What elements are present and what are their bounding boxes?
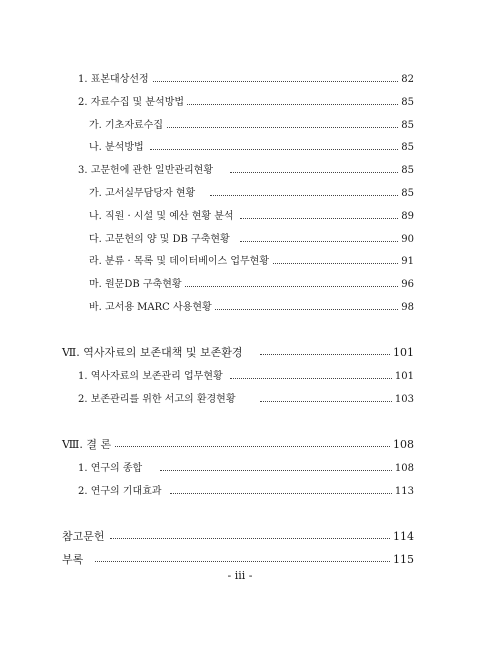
toc-entry-label: Ⅶ. 역사자료의 보존대책 및 보존환경 [62, 345, 245, 361]
toc-entry-label: 1. 연구의 종합 [78, 461, 145, 477]
toc-entry [0, 209, 480, 225]
toc-entry [0, 461, 480, 477]
toc-entry-page: 82 [398, 72, 414, 88]
toc-entry-label: 나. 직원 · 시설 및 예산 현황 분석 [89, 209, 237, 225]
toc-entry-page: 91 [398, 254, 414, 270]
toc-entry-label: 가. 고서실무담당자 현황 [89, 186, 198, 202]
leader-dots [240, 239, 400, 242]
toc-entry-page: 96 [398, 277, 414, 293]
leader-dots [260, 352, 392, 355]
leader-dots [270, 261, 400, 264]
toc-entry-label: 라. 분류 · 목록 및 데이터베이스 업무현황 [89, 254, 272, 270]
toc-entry-page: 101 [390, 345, 414, 361]
toc-entry-label: 2. 연구의 기대효과 [78, 484, 165, 500]
toc-entry-page: 113 [392, 484, 414, 500]
toc-entry-label: 마. 원문DB 구축현황 [89, 277, 185, 293]
toc-entry-label: 부록 [62, 552, 86, 568]
toc-entry-label: 참고문헌 [62, 529, 108, 545]
toc-entry-page: 108 [390, 437, 414, 453]
toc-entry [0, 484, 480, 500]
leader-dots [160, 125, 400, 128]
leader-dots [170, 491, 392, 494]
toc-entry [0, 369, 480, 385]
toc-entry-label: 나. 분석방법 [89, 140, 147, 156]
leader-dots [210, 307, 400, 310]
leader-dots [150, 79, 400, 82]
toc-entry-page: 115 [390, 552, 414, 568]
toc-entry [0, 72, 480, 88]
leader-dots [230, 170, 400, 173]
toc-entry [0, 232, 480, 248]
toc-entry [0, 300, 480, 316]
toc-entry-label: 가. 기초자료수집 [89, 118, 166, 134]
toc-section-entry [0, 552, 480, 568]
leader-dots [115, 444, 392, 447]
toc-entry [0, 118, 480, 134]
toc-section-entry [0, 437, 480, 453]
toc-entry [0, 186, 480, 202]
toc-entry-label: Ⅷ. 결 론 [62, 437, 114, 453]
toc-entry-page: 85 [398, 140, 414, 156]
leader-dots [160, 468, 392, 471]
leader-dots [260, 399, 392, 402]
toc-entry [0, 163, 480, 179]
toc-entry-label: 1. 표본대상선정 [78, 72, 152, 88]
leader-dots [180, 284, 400, 287]
toc-entry-label: 1. 역사자료의 보존관리 업무현황 [78, 369, 226, 385]
toc-entry-label: 2. 자료수집 및 분석방법 [78, 95, 187, 111]
toc-entry [0, 392, 480, 408]
toc-entry [0, 95, 480, 111]
leader-dots [150, 147, 400, 150]
leader-dots [230, 376, 392, 379]
toc-entry-page: 89 [398, 209, 414, 225]
toc-entry-page: 114 [390, 529, 414, 545]
toc-entry [0, 277, 480, 293]
toc-entry-label: 다. 고문헌의 양 및 DB 구축현황 [89, 232, 233, 248]
toc-entry-page: 85 [398, 163, 414, 179]
toc-entry [0, 254, 480, 270]
toc-entry-page: 85 [398, 95, 414, 111]
toc-entry [0, 140, 480, 156]
toc-entry-page: 90 [398, 232, 414, 248]
toc-entry-label: 바. 고서용 MARC 사용현황 [89, 300, 215, 316]
leader-dots [95, 559, 392, 562]
toc-entry-label: 3. 고문헌에 관한 일반관리현황 [78, 163, 216, 179]
leader-dots [110, 536, 392, 539]
leader-dots [240, 216, 400, 219]
toc-entry-page: 101 [392, 369, 414, 385]
toc-entry-page: 85 [398, 186, 414, 202]
toc-section-entry [0, 345, 480, 361]
leader-dots [210, 193, 400, 196]
toc-entry-label: 2. 보존관리를 위한 서고의 환경현황 [78, 392, 239, 408]
leader-dots [180, 102, 400, 105]
toc-section-entry [0, 529, 480, 545]
toc-entry-page: 98 [398, 300, 414, 316]
page-number-footer: - iii - [227, 569, 253, 582]
toc-entry-page: 103 [392, 392, 414, 408]
toc-entry-page: 85 [398, 118, 414, 134]
toc-entry-page: 108 [392, 461, 414, 477]
